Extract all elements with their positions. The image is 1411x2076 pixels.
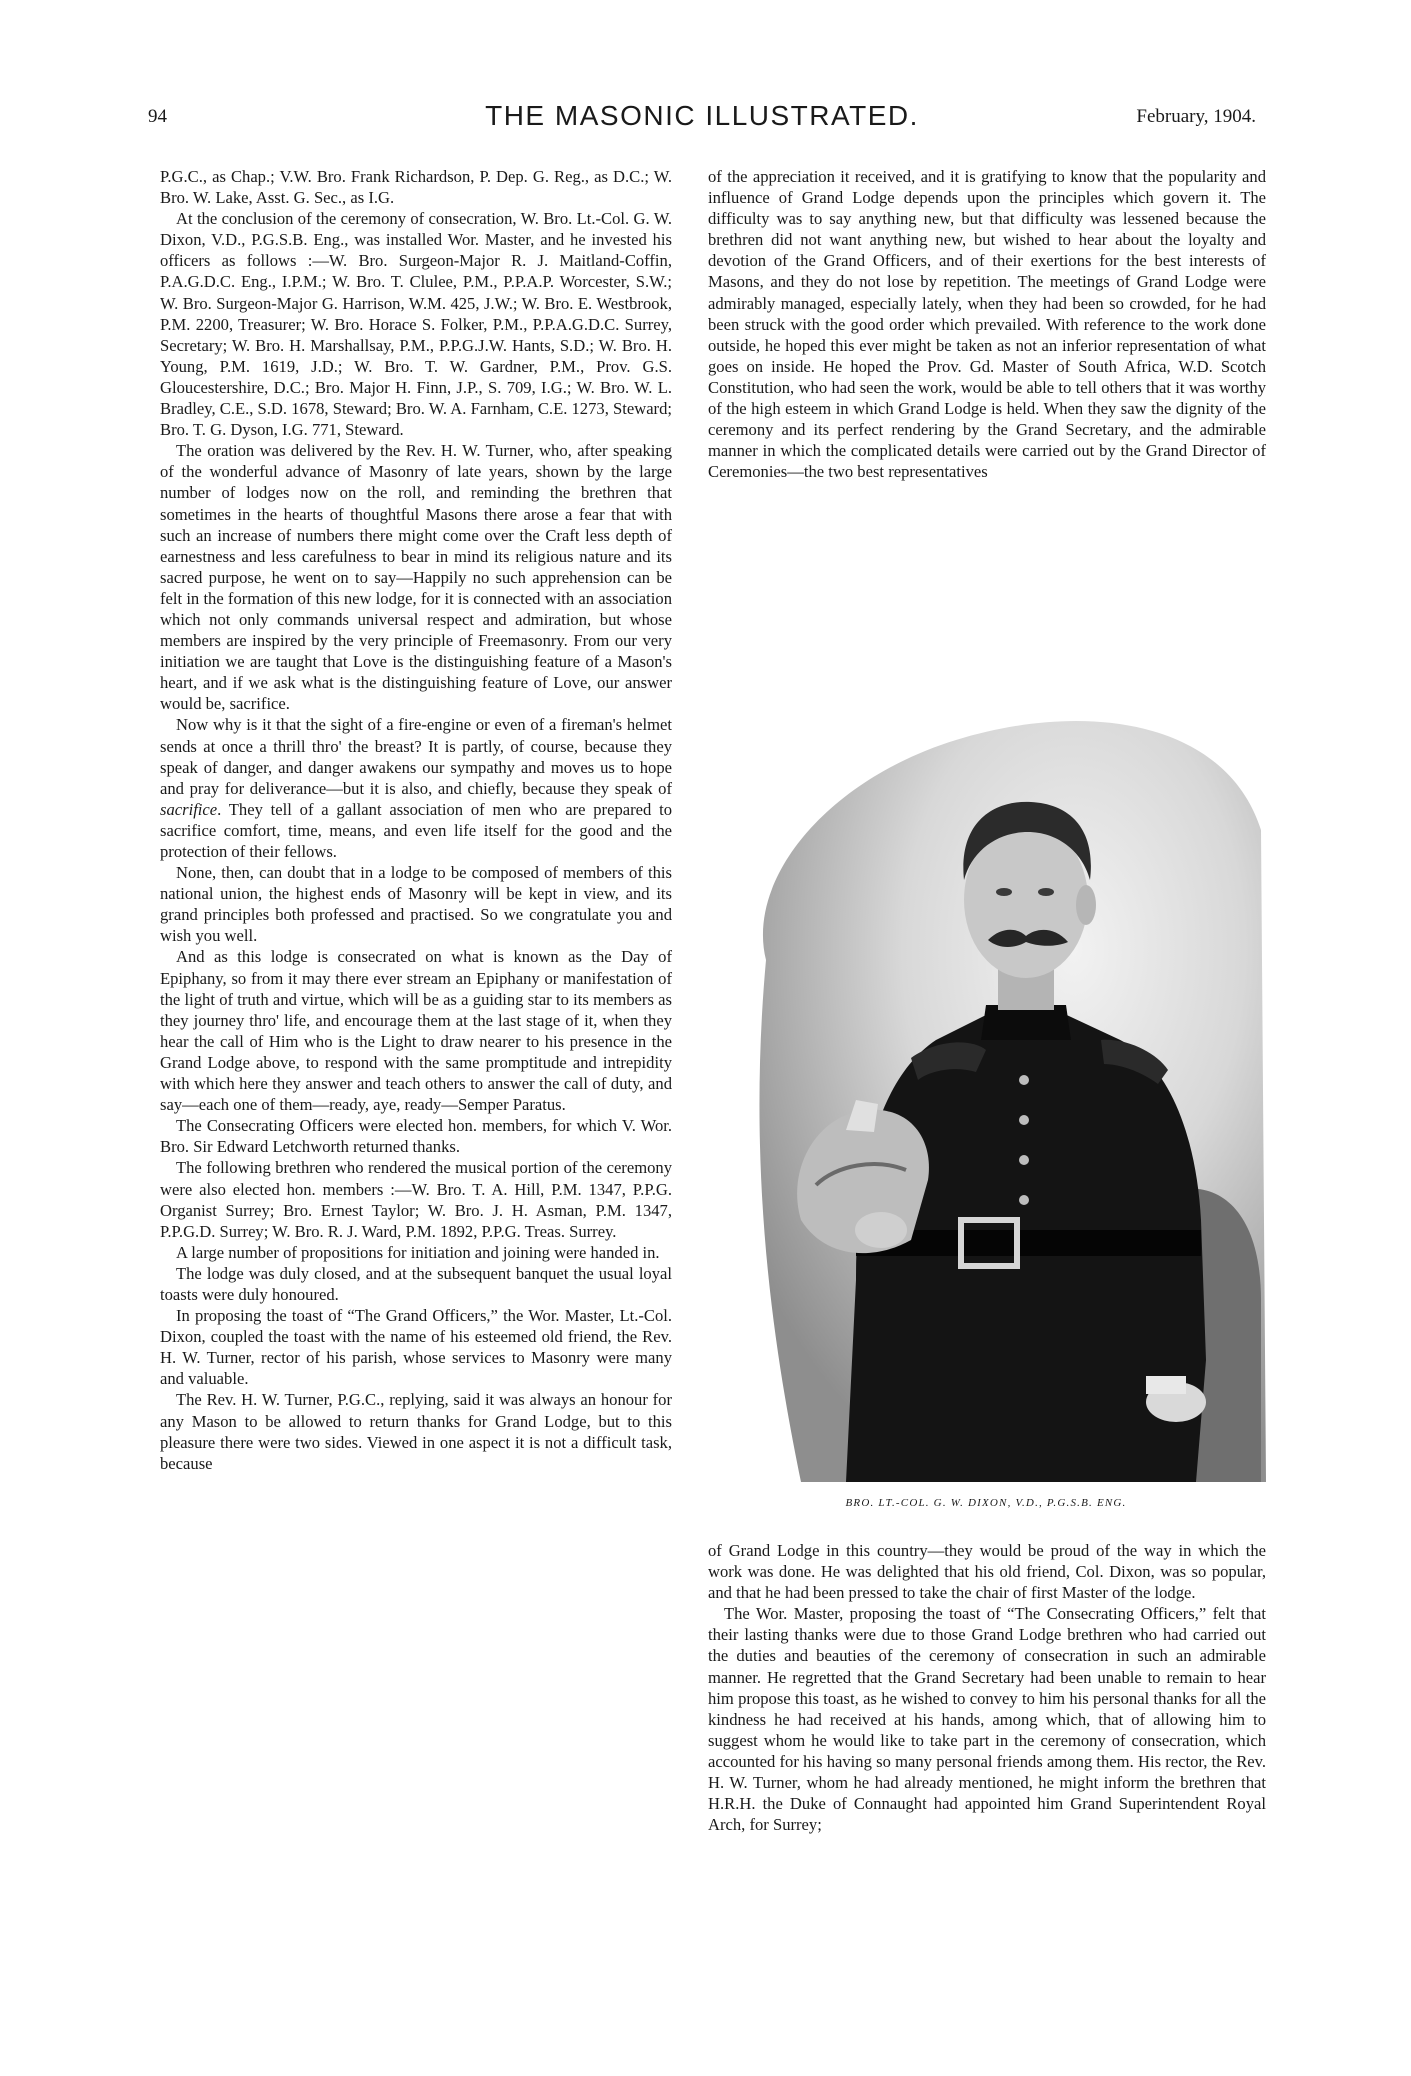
right-eye [1038, 888, 1054, 896]
paragraph-musical-brethren: The following brethren who rendered the musical portion of the ceremony were also elected hon. members :—W. Bro. T. A. Hill, P.M. 1347, P.P.G. Organist Surrey; Bro. Ernest Taylor; W. Bro. J. H. Asman, P.M. 1347, P.P.G.D. Surrey; W. Bro. R. J. Ward, P.M. 1892, P.P.G. Treas. Surrey. [160, 1158, 672, 1241]
paragraph-officers-acting: P.G.C., as Chap.; V.W. Bro. Frank Richardson, P. Dep. G. Reg., as D.C.; W. Bro. W. Lake, Asst. G. Sec., as I.G. [160, 167, 672, 208]
masthead-title: THE MASONIC ILLUSTRATED. [485, 100, 919, 131]
paragraph-epiphany: And as this lodge is consecrated on what is known as the Day of Epiphany, so from it may there ever stream an Epiphany or manifestation of the light of truth and virtue, which will be as a guiding star to its members as they journey thro' life, and encourage them at the last stage of it, when they hear the call of Him who is the Light to draw nearer to his presence in the Grand Lodge above, to respond with the same promptitude and intrepidity with which here they answer and teach others to answer the call of duty, and say—each one of them—ready, aye, ready—Semper Paratus. [160, 947, 672, 1115]
page-number: 94 [148, 106, 167, 127]
paragraph-hon-members: The Consecrating Officers were elected hon. members, for which V. Wor. Bro. Sir Edward Letchworth returned thanks. [160, 1116, 672, 1157]
paragraph-installation: At the conclusion of the ceremony of consecration, W. Bro. Lt.-Col. G. W. Dixon, V.D., P.G.S.B. Eng., was installed Wor. Master, and he invested his officers as follows :—W. Bro. Surgeon-Major R. J. Maitland-Coffin, P.A.G.D.C. Eng., I.P.M.; W. Bro. T. Clulee, P.M., P.P.A.P. Worcester, S.W.; W. Bro. Surgeon-Major G. Harrison, W.M. 425, J.W.; W. Bro. E. Westbrook, P.M. 2200, Treasurer; W. Bro. Horace S. Folker, P.M., P.P.A.G.D.C. Surrey, Secretary; W. Bro. H. Marshallsay, P.M., P.P.G.J.W. Hants, S.D.; W. Bro. H. Young, P.M. 1619, J.D.; W. Bro. T. W. Gardner, P.M., Prov. G.S. Gloucestershire, D.C.; Bro. Major H. Finn, J.P., S. 709, I.G.; W. Bro. W. L. Bradley, C.E., S.D. 1678, Steward; Bro. W. A. Farnham, C.E. 1273, Steward; Bro. T. G. Dyson, I.G. 771, Steward. [160, 209, 672, 440]
paragraph-proud-of-work: of Grand Lodge in this country—they would be proud of the way in which the work was done. He was delighted that his old friend, Col. Dixon, was so popular, and that he had been pressed to take the chair of first Master of the lodge. [708, 1541, 1266, 1603]
left-column [160, 166, 672, 1474]
page-header [148, 100, 1256, 140]
paragraph-oration: The oration was delivered by the Rev. H. W. Turner, who, after speaking of the wonderful advance of Masonry of late years, shown by the large number of lodges now on the roll, and reminding the brethren that sometimes in the hearts of thoughtful Masons there arose a fear that with such an increase of numbers there might come over the Craft less depth of earnestness and less carefulness to bear in mind its religious nature and its sacred purpose, he went on to say—Happily no such apprehension can be felt in the formation of this new lodge, for it is connected with an association which not only commands universal respect and admiration, but whose members are inspired by the very principle of Freemasonry. From our very initiation we are taught that Love is the distinguishing feature of a Mason's heart, and if we ask what is the distinguishing feature of Love, our answer would be, sacrifice. [160, 441, 672, 714]
paragraph-continued-reply: of the appreciation it received, and it is gratifying to know that the popularity and influence of Grand Lodge depends upon the principles which govern it. The difficulty was to say anything new, but that difficulty was lessened because the brethren did not want anything new, but wished to hear about the loyalty and devotion of the Grand Officers, and of their exertions for the best interests of Masons, and they do not lose by repetition. The meetings of Grand Lodge were admirably managed, especially lately, when they had been so crowded, for he had been struck with the good order which prevailed. With reference to the work done outside, he hoped this ever might be taken as not an inferior representation of what goes on inside. He hoped the Prov. Gd. Master of South Africa, W.D. Scotch Constitution, who had seen the work, would be able to tell others that it was worthy of the high esteem in which Grand Lodge is held. When they saw the dignity of the ceremony and its perfect rendering by the Grand Secretary, and the admirable manner in which the complicated details were carried out by the Grand Director of Ceremonies—the two best representatives [708, 167, 1266, 482]
portrait-illustration [706, 660, 1266, 1482]
uniform-button [1019, 1155, 1029, 1165]
paragraph-consecrating-toast: The Wor. Master, proposing the toast of “The Consecrating Officers,” felt that their lasting thanks were due to those Grand Lodge brethren who had carried out the duties and beauties of the ceremony of consecration in such an admirable manner. He regretted that the Grand Secretary had been unable to remain to hear him propose this toast, as he wished to convey to him his personal thanks for all the kindness he had received at his hands, among which, that of allowing him to suggest whom he would like to take part in the ceremony of consecration, which accounted for his having so many personal friends among them. His rector, the Rev. H. W. Turner, whom he had already mentioned, he might inform the brethren that H.R.H. the Duke of Connaught had appointed him Grand Superintendent Royal Arch, for Surrey; [708, 1604, 1266, 1835]
paragraph-fire-engine: Now why is it that the sight of a fire-engine or even of a fireman's helmet sends at once a thrill thro' the breast? It is partly, of course, because they speak of danger, and danger awakens our sympathy and moves us to hope and pray for deliverance—but it is also, and chiefly, because they speak of sacrifice. They tell of a gallant association of men who are prepared to sacrifice comfort, time, means, and even life itself for the good and the protection of their fellows. [160, 715, 672, 861]
emphasis-sacrifice: sacrifice [160, 799, 218, 819]
photo-caption: BRO. LT.-COL. G. W. DIXON, V.D., P.G.S.B. ENG. [845, 1497, 1127, 1509]
paragraph-propositions: A large number of propositions for initiation and joining were handed in. [176, 1242, 660, 1262]
portrait-photo [706, 660, 1266, 1482]
ear [1076, 885, 1096, 925]
paragraph-turner-reply: The Rev. H. W. Turner, P.G.C., replying, said it was always an honour for any Mason to be allowed to return thanks for Grand Lodge, but to this pleasure there were two sides. Viewed in one aspect it is not a difficult task, because [160, 1390, 672, 1473]
left-hand [855, 1212, 907, 1248]
right-column-bottom [708, 1540, 1266, 1835]
issue-date: February, 1904. [1136, 106, 1256, 127]
uniform-button [1019, 1195, 1029, 1205]
paragraph-banquet: The lodge was duly closed, and at the subsequent banquet the usual loyal toasts were duly honoured. [160, 1263, 672, 1304]
engraver-mark: Dean Eng Co. [724, 1460, 799, 1475]
paragraph-grand-officers-toast: In proposing the toast of “The Grand Officers,” the Wor. Master, Lt.-Col. Dixon, coupled the toast with the name of his esteemed old friend, the Rev. H. W. Turner, rector of his parish, whose services to Masonry were many and valuable. [160, 1306, 672, 1389]
left-eye [996, 888, 1012, 896]
paragraph-national-union: None, then, can doubt that in a lodge to be composed of members of this national union, the highest ends of Masonry will be kept in view, and its grand principles both professed and practised. So we congratulate you and wish you well. [160, 863, 672, 946]
shirt-cuff [1146, 1376, 1186, 1394]
right-column-top [708, 166, 1266, 482]
uniform-button [1019, 1075, 1029, 1085]
uniform-button [1019, 1115, 1029, 1125]
uniform-collar [981, 1005, 1071, 1040]
